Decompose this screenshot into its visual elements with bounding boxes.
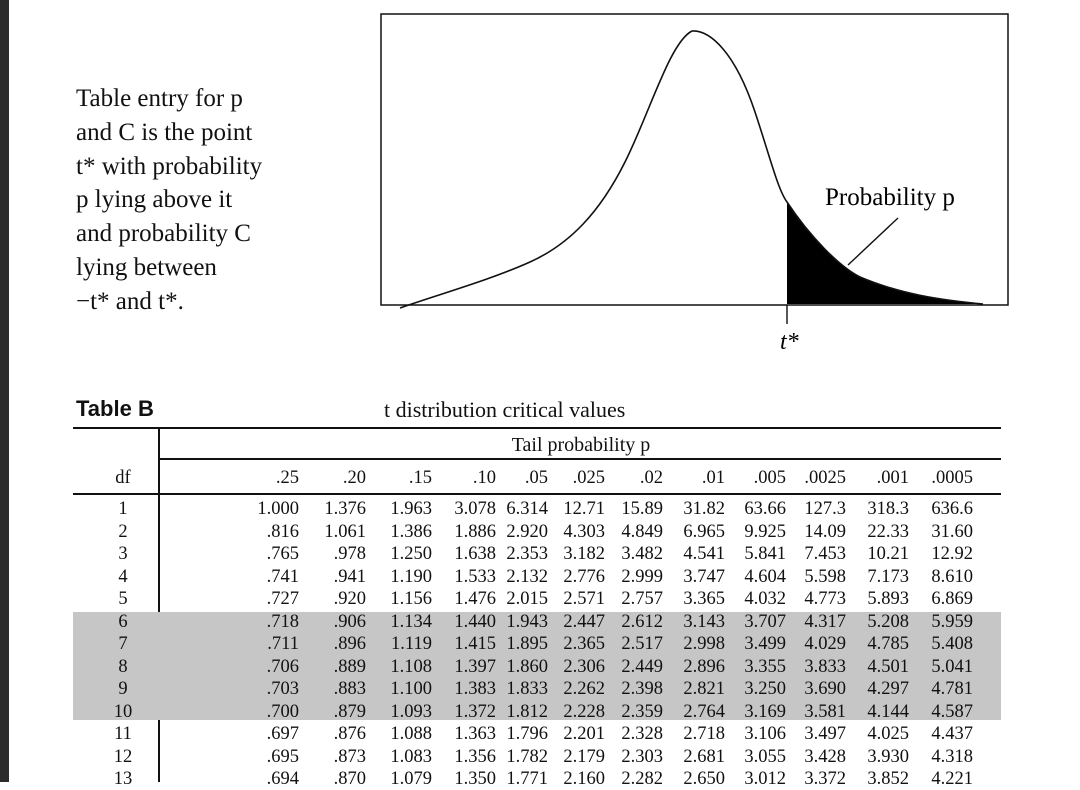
value-cell: 3.078: [454, 499, 496, 519]
value-cell: 3.482: [621, 544, 663, 564]
table-row: [73, 633, 1001, 655]
table-row: [73, 543, 1001, 565]
value-cell: 14.09: [804, 521, 846, 542]
value-cell: 1.093: [390, 701, 432, 722]
value-cell: .876: [333, 724, 366, 744]
value-cell: 1.386: [390, 521, 432, 542]
p-header-cell: .20: [342, 468, 366, 488]
value-cell: 4.541: [683, 544, 725, 564]
p-header-cell: .001: [876, 468, 909, 488]
description-line: and C is the point: [76, 118, 253, 146]
value-cell: 2.228: [563, 701, 605, 722]
description-line: Table entry for p: [76, 85, 243, 112]
value-cell: 2.201: [563, 724, 605, 744]
value-cell: 3.747: [683, 566, 725, 587]
value-cell: 1.782: [506, 746, 548, 767]
probability-label: Probability p: [825, 184, 955, 211]
df-cell: 9: [118, 679, 128, 699]
value-cell: 2.303: [621, 746, 663, 767]
value-cell: 3.428: [804, 746, 846, 767]
value-cell: 2.612: [621, 611, 663, 632]
table-row: [73, 498, 1001, 520]
value-cell: 2.353: [506, 544, 548, 564]
table-row: [73, 521, 1001, 543]
value-cell: 1.356: [454, 746, 496, 767]
p-header-cell: .25: [275, 468, 299, 488]
value-cell: 2.764: [683, 701, 725, 722]
df-cell: 7: [118, 634, 128, 654]
value-cell: 5.959: [931, 611, 973, 632]
value-cell: 2.179: [563, 746, 605, 767]
value-cell: 2.920: [506, 521, 548, 542]
value-cell: 7.173: [867, 566, 909, 587]
value-cell: 4.221: [931, 769, 973, 789]
value-cell: 31.60: [931, 521, 973, 542]
value-cell: 1.638: [454, 544, 496, 564]
value-cell: 5.041: [931, 656, 973, 677]
value-cell: 1.363: [454, 724, 496, 744]
value-cell: 1.943: [506, 611, 548, 632]
value-cell: 1.108: [390, 656, 432, 677]
description-line: and probability C: [76, 220, 251, 248]
value-cell: 4.029: [804, 634, 846, 654]
value-cell: 7.453: [804, 544, 846, 564]
p-header-cell: .005: [753, 468, 786, 488]
value-cell: 1.397: [454, 656, 496, 677]
value-cell: 5.408: [931, 634, 973, 654]
value-cell: 1.533: [454, 566, 496, 587]
value-cell: 6.869: [931, 589, 973, 609]
value-cell: 4.025: [867, 724, 909, 744]
value-cell: .695: [266, 746, 299, 767]
value-cell: 1.383: [454, 679, 496, 699]
value-cell: 3.852: [867, 769, 909, 789]
p-header-cell: .15: [408, 468, 432, 488]
value-cell: 127.3: [804, 499, 846, 519]
value-cell: 1.796: [506, 724, 548, 744]
table-row: [73, 678, 1001, 700]
df-cell: 1: [118, 499, 128, 519]
table-row: [73, 588, 1001, 610]
value-cell: .706: [266, 656, 299, 677]
description-line: t* with probability: [76, 152, 263, 180]
density-curve: [400, 31, 983, 308]
top-rule: [73, 427, 1001, 429]
value-cell: 9.925: [744, 521, 786, 542]
value-cell: 1.156: [390, 589, 432, 609]
value-cell: 4.781: [931, 679, 973, 699]
value-cell: 1.061: [324, 521, 366, 542]
value-cell: 2.776: [563, 566, 605, 587]
value-cell: 3.355: [744, 656, 786, 677]
t-star-label: t*: [780, 329, 799, 355]
value-cell: 1.833: [506, 679, 548, 699]
value-cell: 2.681: [683, 746, 725, 767]
table-row: [73, 656, 1001, 678]
value-cell: 3.365: [683, 589, 725, 609]
value-cell: 4.587: [931, 701, 973, 722]
df-cell: 11: [114, 724, 132, 744]
value-cell: 1.771: [506, 769, 548, 789]
value-cell: 4.317: [804, 611, 846, 632]
value-cell: 3.707: [744, 611, 786, 632]
value-cell: 1.963: [390, 499, 432, 519]
value-cell: 12.92: [931, 544, 973, 564]
df-cell: 13: [113, 769, 133, 789]
value-cell: 5.841: [744, 544, 786, 564]
page-edge: [0, 0, 9, 782]
table-row: [73, 701, 1001, 723]
table-entry-description: [76, 82, 326, 319]
value-cell: 6.965: [683, 521, 725, 542]
df-cell: 10: [113, 701, 133, 722]
value-cell: 1.415: [454, 634, 496, 654]
value-cell: 3.169: [744, 701, 786, 722]
tail-probability-label: Tail probability p: [511, 434, 651, 456]
value-cell: 4.604: [744, 566, 786, 587]
table-row: [73, 746, 1001, 768]
value-cell: 2.999: [621, 566, 663, 587]
value-cell: 3.497: [804, 724, 846, 744]
p-header-cell: .0025: [804, 468, 846, 488]
description-line: −t* and t*.: [76, 287, 184, 315]
value-cell: 15.89: [621, 499, 663, 519]
value-cell: 2.449: [621, 656, 663, 677]
value-cell: .883: [333, 679, 366, 699]
value-cell: 1.100: [390, 679, 432, 699]
df-cell: 12: [113, 746, 133, 767]
df-cell: 5: [118, 589, 128, 609]
value-cell: 4.501: [867, 656, 909, 677]
value-cell: 2.015: [506, 589, 548, 609]
value-cell: 2.998: [683, 634, 725, 654]
table-title: t distribution critical values: [384, 397, 626, 422]
value-cell: .711: [267, 634, 299, 654]
value-cell: 1.886: [454, 521, 496, 542]
description-line: p lying above it: [76, 186, 233, 214]
value-cell: 2.650: [683, 769, 725, 789]
value-cell: 1.119: [391, 634, 432, 654]
value-cell: 8.610: [931, 566, 973, 587]
value-cell: 2.757: [621, 589, 663, 609]
value-cell: 2.398: [621, 679, 663, 699]
value-cell: 2.328: [621, 724, 663, 744]
value-cell: 1.376: [324, 499, 366, 519]
header-rule: [73, 493, 1001, 495]
value-cell: 2.447: [563, 611, 605, 632]
value-cell: .870: [333, 769, 366, 789]
value-cell: 2.262: [563, 679, 605, 699]
value-cell: 1.250: [390, 544, 432, 564]
table-header-row: [73, 467, 1001, 489]
value-cell: 1.083: [390, 746, 432, 767]
df-cell: 3: [118, 544, 128, 564]
tail-area: [787, 202, 983, 304]
value-cell: 4.849: [621, 521, 663, 542]
value-cell: 5.598: [804, 566, 846, 587]
table-row: [73, 723, 1001, 745]
df-header: df: [115, 468, 131, 488]
tail-underline: [160, 458, 1001, 460]
value-cell: 4.144: [867, 701, 909, 722]
value-cell: 3.833: [804, 656, 846, 677]
value-cell: 636.6: [931, 499, 973, 519]
value-cell: 2.282: [621, 769, 663, 789]
value-cell: .879: [333, 701, 366, 722]
value-cell: 1.000: [257, 499, 299, 519]
value-cell: 3.250: [744, 679, 786, 699]
p-header-cell: .02: [639, 468, 663, 488]
value-cell: 2.359: [621, 701, 663, 722]
value-cell: 1.372: [454, 701, 496, 722]
value-cell: .703: [266, 679, 299, 699]
value-cell: 2.896: [683, 656, 725, 677]
p-header-cell: .10: [472, 468, 496, 488]
value-cell: 3.143: [683, 611, 725, 632]
value-cell: .727: [266, 589, 299, 609]
value-cell: 318.3: [867, 499, 909, 519]
value-cell: 3.106: [744, 724, 786, 744]
value-cell: .978: [333, 544, 366, 564]
value-cell: 4.297: [867, 679, 909, 699]
table-row: [73, 611, 1001, 633]
value-cell: 4.303: [563, 521, 605, 542]
value-cell: 3.690: [804, 679, 846, 699]
value-cell: .896: [333, 634, 366, 654]
value-cell: .697: [266, 724, 299, 744]
p-header-cell: .025: [572, 468, 605, 488]
p-header-cell: .05: [524, 468, 548, 488]
probability-pointer: [848, 218, 898, 265]
value-cell: 2.160: [563, 769, 605, 789]
value-cell: 3.499: [744, 634, 786, 654]
value-cell: .718: [266, 611, 299, 632]
value-cell: 1.895: [506, 634, 548, 654]
value-cell: 5.893: [867, 589, 909, 609]
value-cell: 1.134: [390, 611, 432, 632]
value-cell: 4.785: [867, 634, 909, 654]
value-cell: 3.055: [744, 746, 786, 767]
value-cell: .816: [266, 521, 299, 542]
value-cell: 2.517: [621, 634, 663, 654]
table-row: [73, 768, 1001, 790]
value-cell: .941: [333, 566, 366, 587]
value-cell: .873: [333, 746, 366, 767]
value-cell: 12.71: [563, 499, 605, 519]
value-cell: 3.372: [804, 769, 846, 789]
value-cell: 31.82: [683, 499, 725, 519]
description-line: lying between: [76, 253, 217, 281]
value-cell: 3.012: [744, 769, 786, 789]
value-cell: .694: [266, 769, 299, 789]
value-cell: 3.182: [563, 544, 605, 564]
value-cell: 1.088: [390, 724, 432, 744]
p-header-cell: .01: [701, 468, 725, 488]
p-header-cell: .0005: [931, 468, 973, 488]
value-cell: 2.718: [683, 724, 725, 744]
value-cell: 22.33: [867, 521, 909, 542]
value-cell: 10.21: [867, 544, 909, 564]
value-cell: 1.440: [454, 611, 496, 632]
value-cell: 6.314: [506, 499, 548, 519]
df-cell: 4: [118, 566, 128, 587]
df-cell: 6: [118, 611, 128, 632]
table-name: Table B: [76, 396, 154, 421]
value-cell: .906: [333, 611, 366, 632]
value-cell: 3.581: [804, 701, 846, 722]
value-cell: 2.306: [563, 656, 605, 677]
value-cell: 2.365: [563, 634, 605, 654]
value-cell: 2.571: [563, 589, 605, 609]
value-cell: 4.032: [744, 589, 786, 609]
value-cell: .920: [333, 589, 366, 609]
value-cell: 1.190: [390, 566, 432, 587]
value-cell: 63.66: [744, 499, 786, 519]
value-cell: 2.132: [506, 566, 548, 587]
t-distribution-figure: [380, 12, 1010, 362]
value-cell: 3.930: [867, 746, 909, 767]
value-cell: 5.208: [867, 611, 909, 632]
value-cell: 2.821: [683, 679, 725, 699]
value-cell: 1.476: [454, 589, 496, 609]
df-cell: 8: [118, 656, 128, 677]
value-cell: .741: [266, 566, 299, 587]
value-cell: 4.318: [931, 746, 973, 767]
value-cell: 1.079: [390, 769, 432, 789]
value-cell: 1.350: [454, 769, 496, 789]
table-row: [73, 566, 1001, 588]
value-cell: .765: [266, 544, 299, 564]
value-cell: 1.812: [506, 701, 548, 722]
value-cell: .700: [266, 701, 299, 722]
figure-frame: [381, 14, 1008, 305]
value-cell: 4.773: [804, 589, 846, 609]
value-cell: .889: [333, 656, 366, 677]
value-cell: 4.437: [931, 724, 973, 744]
value-cell: 1.860: [506, 656, 548, 677]
df-cell: 2: [118, 521, 128, 542]
